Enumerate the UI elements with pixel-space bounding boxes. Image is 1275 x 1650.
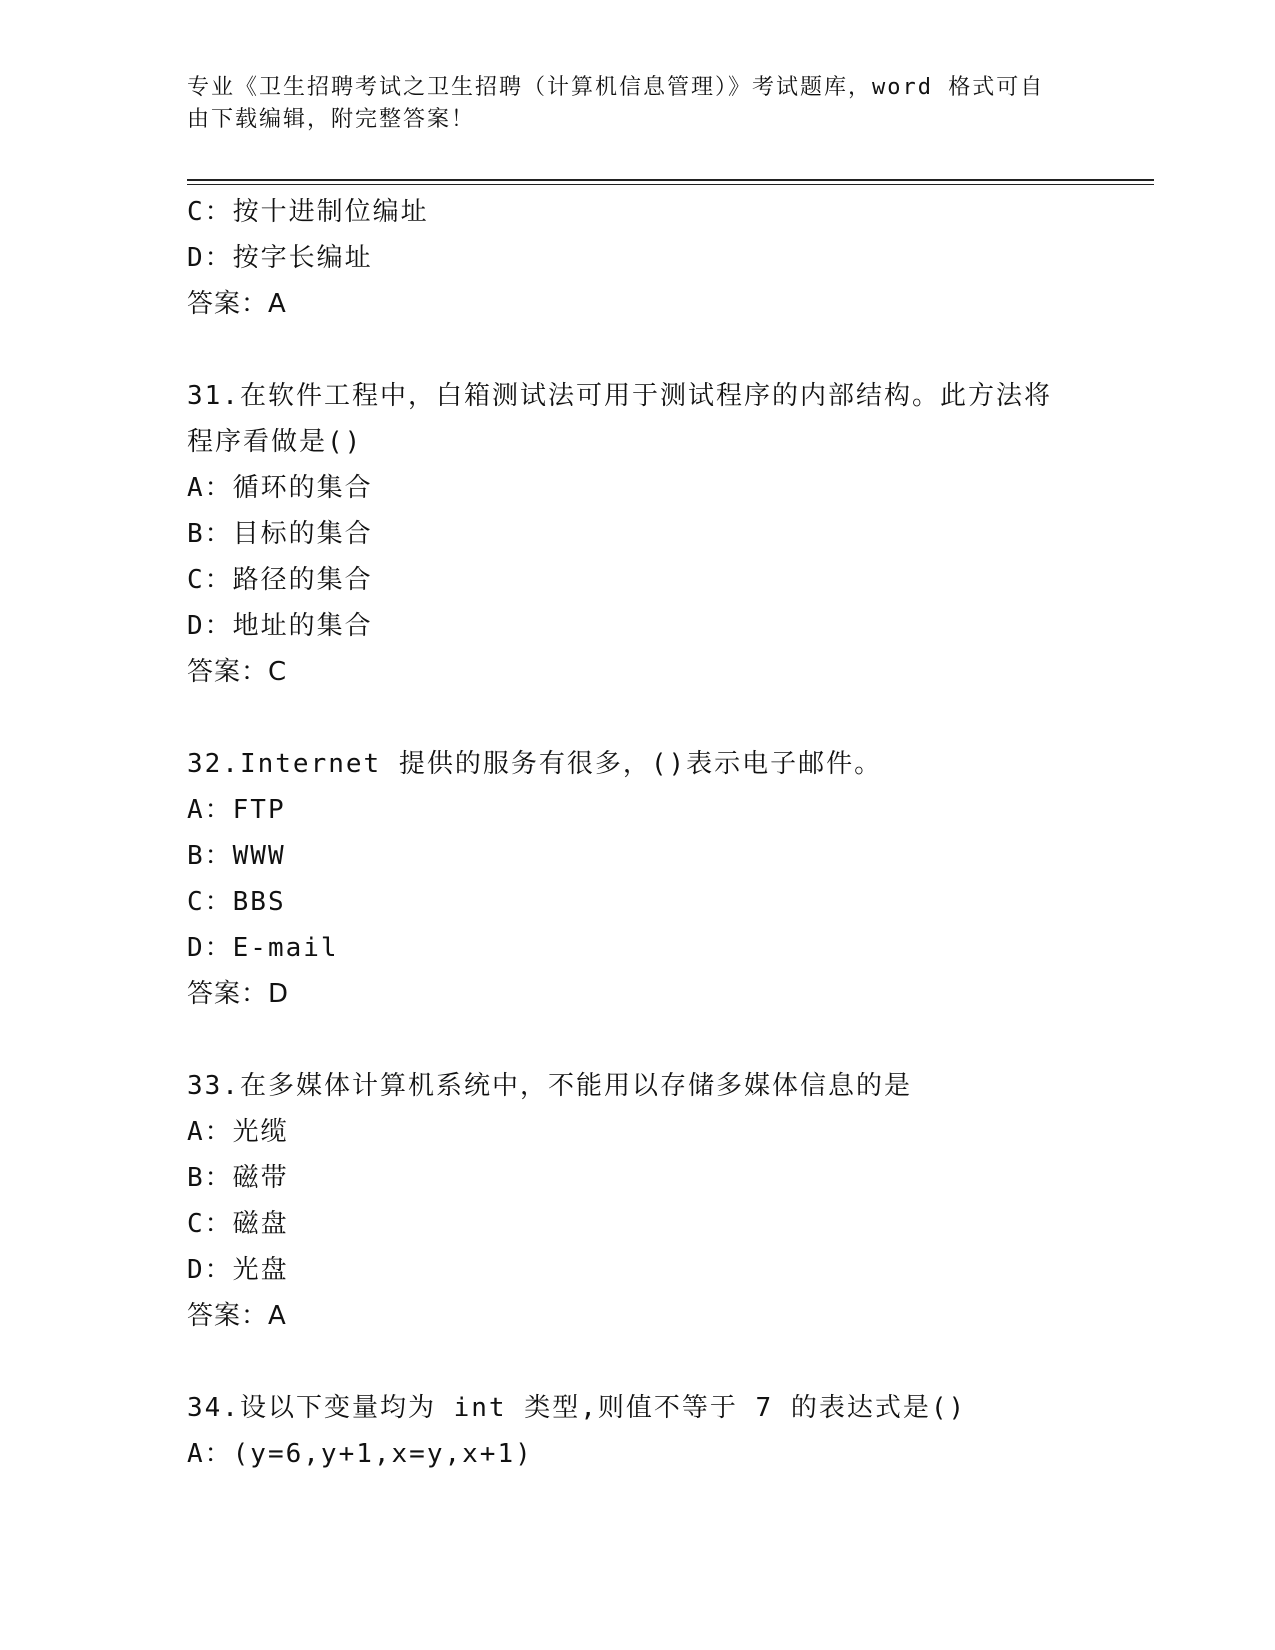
spacer [187,327,1087,373]
question-stem: 31.在软件工程中，白箱测试法可用于测试程序的内部结构。此方法将 [187,381,1052,411]
question-stem: 32.Internet 提供的服务有很多，()表示电子邮件。 [187,749,883,779]
question-stem: 34.设以下变量均为 int 类型,则值不等于 7 的表达式是() [187,1393,967,1423]
answer: 答案：A [187,289,287,319]
option-b: B：目标的集合 [187,519,373,549]
option-a: A：(y=6,y+1,x=y,x+1) [187,1439,533,1469]
question-stem-continued: 程序看做是() [187,427,363,457]
document-header [187,72,1067,136]
option-d: D：E-mail [187,933,339,963]
spacer [187,1017,1087,1063]
spacer [187,695,1087,741]
answer: 答案：C [187,657,288,687]
option-b: B：磁带 [187,1163,289,1193]
option-a: A：光缆 [187,1117,289,1147]
header-line-1: 专业《卫生招聘考试之卫生招聘（计算机信息管理）》考试题库，word 格式可自 [187,75,1045,100]
question-33 [187,1063,1087,1339]
question-32 [187,741,1087,1017]
header-line-2: 由下载编辑，附完整答案！ [187,107,476,132]
option-d: D：按字长编址 [187,243,373,273]
question-list [187,189,1087,1477]
answer: 答案：A [187,1301,287,1331]
header-divider-thin [187,184,1154,185]
option-c: C：按十进制位编址 [187,197,429,227]
option-c: C：路径的集合 [187,565,373,595]
option-c: C：BBS [187,887,286,917]
question-31 [187,373,1087,695]
option-d: D：地址的集合 [187,611,373,641]
spacer [187,1339,1087,1385]
answer: 答案：D [187,979,290,1009]
option-d: D：光盘 [187,1255,289,1285]
question-34 [187,1385,1087,1477]
header-divider-thick [187,179,1154,181]
option-c: C：磁盘 [187,1209,289,1239]
option-a: A：FTP [187,795,286,825]
option-a: A：循环的集合 [187,473,373,503]
question-stem: 33.在多媒体计算机系统中，不能用以存储多媒体信息的是 [187,1071,912,1101]
option-b: B：WWW [187,841,286,871]
question-30 [187,189,1087,327]
